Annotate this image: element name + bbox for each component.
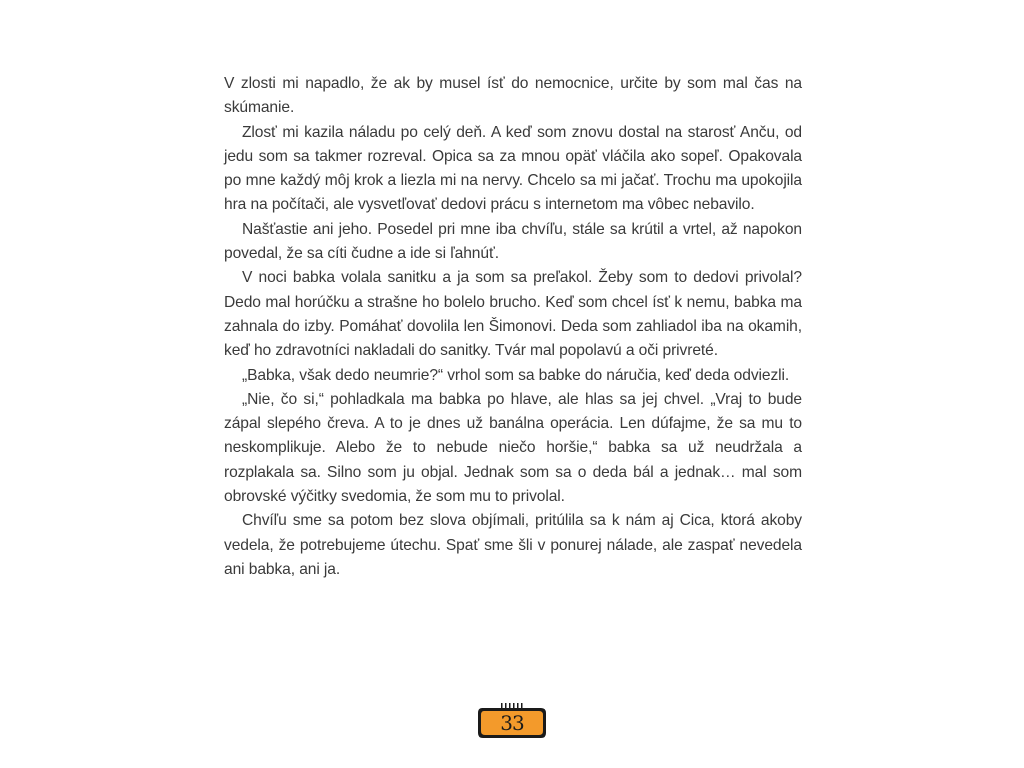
paragraph: „Babka, však dedo neumrie?“ vrhol som sa babke do náručia, keď deda odviezli. (242, 366, 790, 384)
page-number-badge (474, 702, 550, 742)
paragraph: Zlosť mi kazila náladu po celý deň. A keď som znovu dostal na starosť Anču, od jedu som sa takmer rozreval. Opica sa za mnou opäť vláčila ako sopeľ. Opakovala po mne každý môj krok a liezla mi na nervy. Chcelo sa mi jačať. Trochu ma upokojila hra na počítači, ale vysvetľovať dedovi prácu s internetom ma vôbec nebavilo. (224, 123, 802, 214)
page-number: 33 (500, 711, 524, 735)
paragraph: V noci babka volala sanitku a ja som sa preľakol. Žeby som to dedovi privolal? Dedo mal horúčku a strašne ho bolelo brucho. Keď som chcel ísť k nemu, babka ma zahnala do izby. Pomáhať dovolila len Šimonovi. Deda som zahliadol iba na okamih, keď ho zdravotníci nakladali do sanitky. Tvár mal popolavú a oči privreté. (224, 269, 802, 360)
paragraph: V zlosti mi napadlo, že ak by musel ísť do nemocnice, určite by som mal čas na skúmanie. (224, 75, 802, 117)
body-text (224, 72, 802, 582)
paragraph: „Nie, čo si,“ pohladkala ma babka po hlave, ale hlas sa jej chvel. „Vraj to bude zápal slepého čreva. A to je dnes už banálna operácia. Len dúfajme, že sa mu to neskomplikuje. Alebo že to nebude niečo horšie,“ babka sa už neudržala a rozplakala sa. Silno som ju objal. Jednak som sa o deda bál a jednak… mal som obrovské výčitky svedomia, že som mu to privolal. (224, 390, 802, 506)
paragraph: Našťastie ani jeho. Posedel pri mne iba chvíľu, stále sa krútil a vrtel, až napokon povedal, že sa cíti čudne a ide si ľahnúť. (224, 220, 802, 263)
paragraph: Chvíľu sme sa potom bez slova objímali, pritúlila sa k nám aj Cica, ktorá akoby vedela, že potrebujeme útechu. Spať sme šli v ponurej nálade, ale zaspať nevedela ani babka, ani ja. (224, 512, 802, 578)
